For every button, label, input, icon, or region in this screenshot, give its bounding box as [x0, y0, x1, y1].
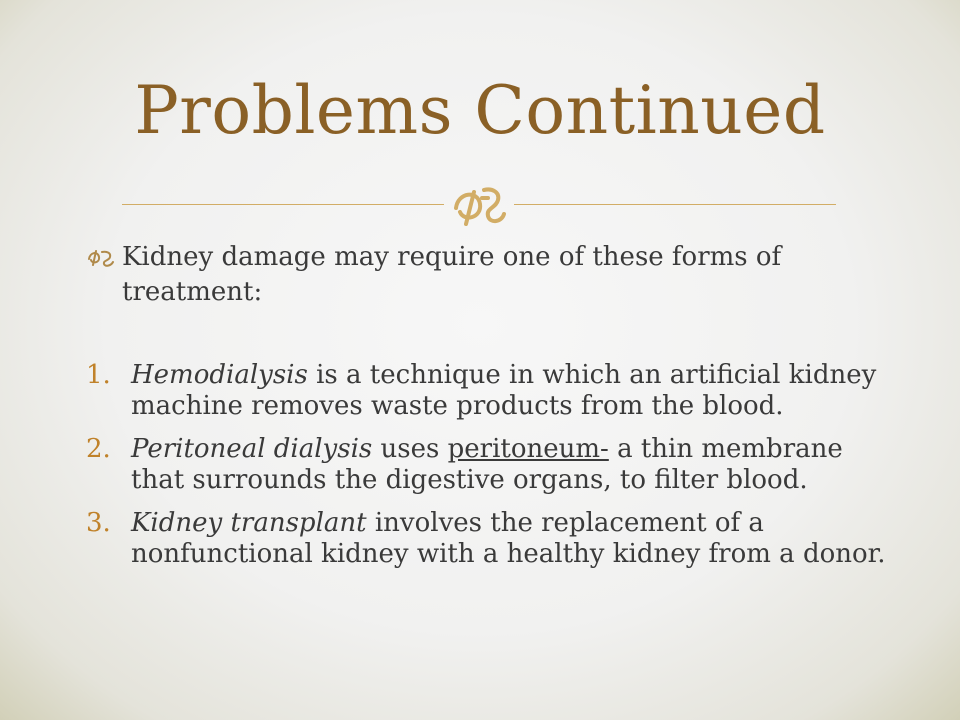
title-divider-left: [122, 204, 444, 205]
item-text: involves the replacement of a nonfunctional kidney with a healthy kidney from a donor.: [131, 508, 886, 569]
intro-bullet: [86, 240, 876, 310]
item-term: Kidney transplant: [131, 508, 367, 538]
list-item: [86, 360, 886, 422]
list-item: [86, 508, 886, 570]
title-divider-right: [514, 204, 836, 205]
item-text-before: uses: [372, 434, 448, 464]
treatment-list: [86, 360, 886, 582]
item-term: Peritoneal dialysis: [131, 434, 373, 464]
item-number: 1.: [86, 360, 111, 390]
item-term: Hemodialysis: [131, 360, 308, 390]
item-number: 2.: [86, 434, 111, 464]
intro-text: Kidney damage may require one of these forms of treatment:: [122, 242, 782, 307]
item-underlined-term: peritoneum-: [447, 434, 609, 464]
item-number: 3.: [86, 508, 111, 538]
item-text-after: a thin membrane that surrounds the digestive organs, to filter blood.: [131, 434, 843, 495]
list-item: [86, 434, 886, 496]
item-text: is a technique in which an artificial kidney machine removes waste products from the blood.: [131, 360, 877, 421]
slide-title: Problems Continued: [134, 72, 826, 149]
flourish-bullet-icon: [86, 247, 116, 267]
scroll-flourish-icon: [444, 178, 514, 232]
